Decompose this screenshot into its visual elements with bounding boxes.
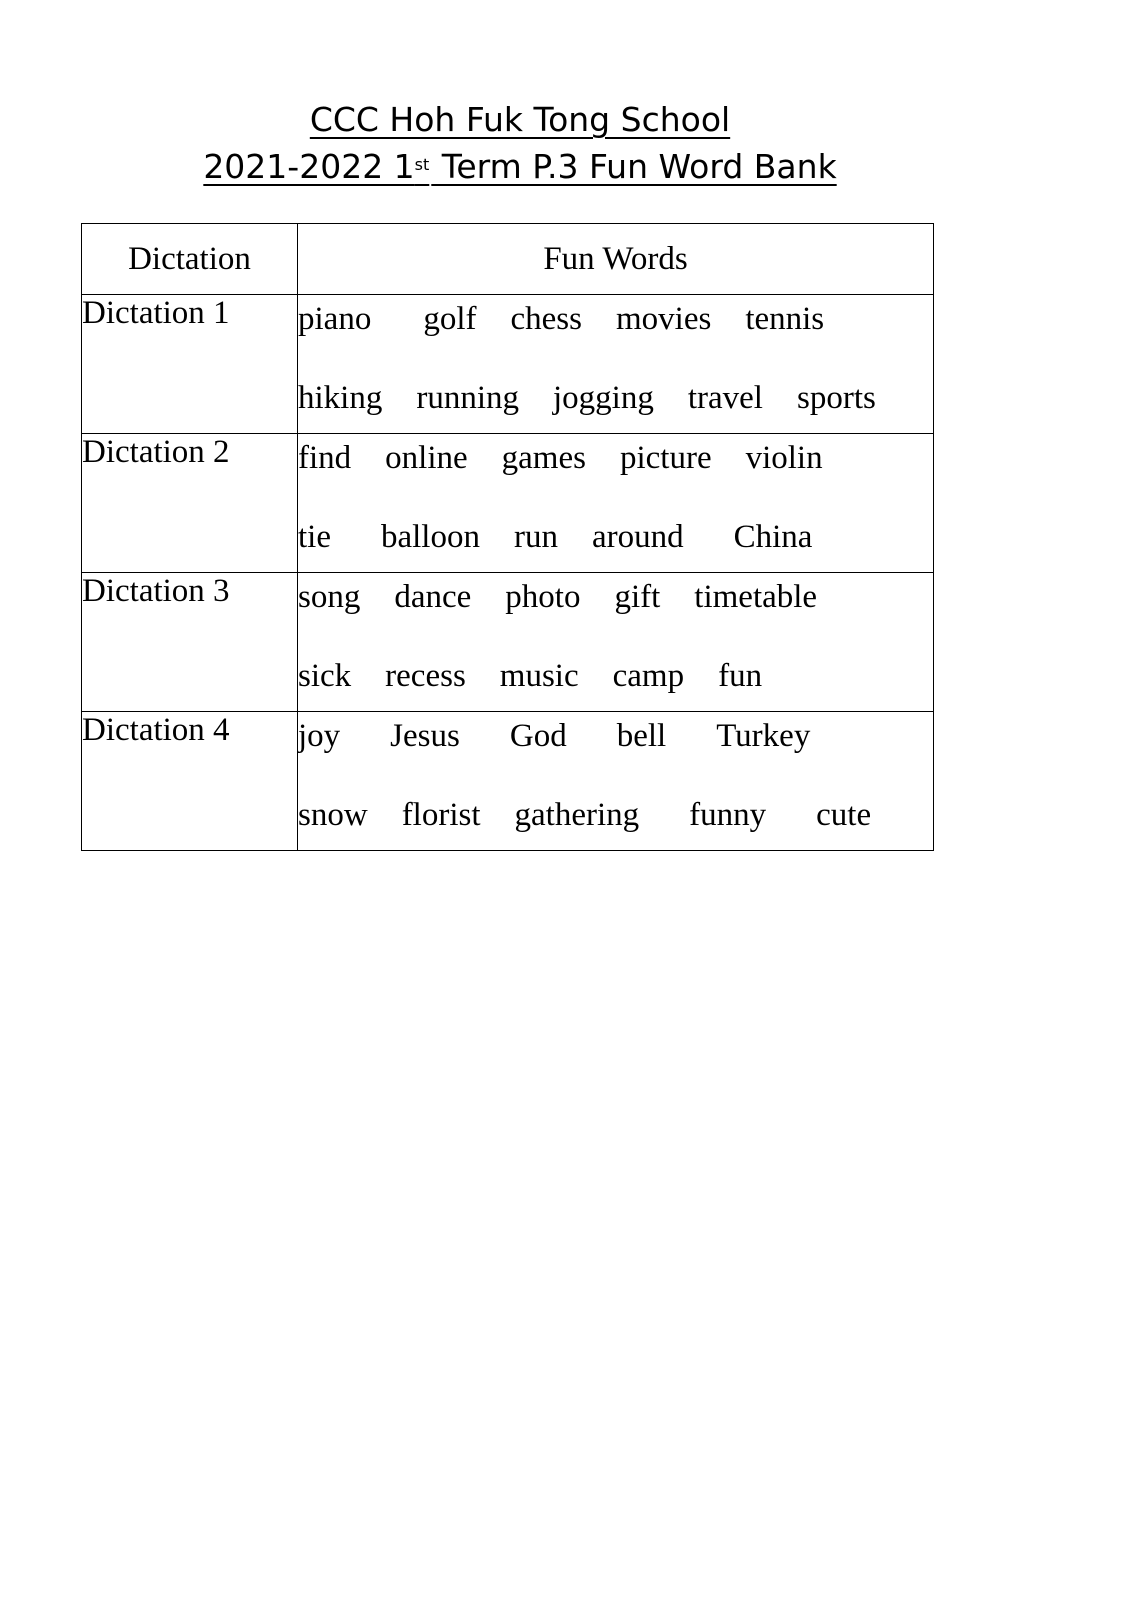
word: sports — [796, 380, 876, 416]
word: sick — [298, 658, 352, 694]
word-line — [298, 781, 933, 850]
word-line — [298, 503, 933, 572]
word: golf — [423, 301, 477, 337]
term-suffix: Term P.3 Fun Word Bank — [431, 147, 837, 186]
word: bell — [616, 718, 667, 754]
word: song — [298, 579, 361, 615]
table-row — [82, 712, 934, 851]
word: camp — [612, 658, 685, 694]
word: balloon — [380, 519, 480, 555]
word-line — [298, 642, 933, 711]
word-line — [298, 434, 933, 483]
word-line — [298, 295, 933, 344]
word: running — [416, 380, 520, 416]
word: around — [591, 519, 684, 555]
word: Turkey — [716, 718, 811, 754]
dictation-label: Dictation 1 — [82, 295, 298, 434]
table-row — [82, 573, 934, 712]
word: picture — [619, 440, 712, 476]
word: snow — [298, 797, 368, 833]
word: tie — [298, 519, 331, 555]
term-prefix: 2021-2022 1 — [203, 147, 415, 186]
word: jogging — [553, 380, 654, 416]
table-header-row — [82, 224, 934, 295]
word: dance — [394, 579, 472, 615]
word: run — [513, 519, 558, 555]
word: find — [298, 440, 352, 476]
words-cell — [298, 573, 934, 712]
word: tennis — [745, 301, 825, 337]
header-dictation: Dictation — [82, 224, 298, 295]
word: travel — [687, 380, 763, 416]
word: florist — [401, 797, 481, 833]
word-line — [298, 712, 933, 761]
term-superscript: st — [414, 155, 430, 174]
dictation-label: Dictation 4 — [82, 712, 298, 851]
document-title — [0, 96, 1040, 190]
table-row — [82, 434, 934, 573]
word: chess — [510, 301, 582, 337]
words-cell — [298, 434, 934, 573]
word: music — [499, 658, 579, 694]
word: movies — [615, 301, 712, 337]
word: recess — [385, 658, 466, 694]
word: Jesus — [390, 718, 460, 754]
word-bank-table — [81, 223, 934, 851]
word: fun — [718, 658, 763, 694]
words-cell — [298, 295, 934, 434]
word: games — [501, 440, 586, 476]
word: joy — [298, 718, 341, 754]
word: funny — [689, 797, 767, 833]
header-fun-words: Fun Words — [298, 224, 934, 295]
dictation-label: Dictation 2 — [82, 434, 298, 573]
word: photo — [505, 579, 581, 615]
word: violin — [745, 440, 823, 476]
word: gift — [614, 579, 661, 615]
word: hiking — [298, 380, 383, 416]
word: God — [509, 718, 567, 754]
dictation-label: Dictation 3 — [82, 573, 298, 712]
word: China — [733, 519, 813, 555]
school-name: CCC Hoh Fuk Tong School — [309, 100, 731, 139]
table-row — [82, 295, 934, 434]
term-title — [203, 143, 836, 190]
word: online — [385, 440, 468, 476]
word-line — [298, 364, 933, 433]
word: cute — [816, 797, 872, 833]
word: gathering — [514, 797, 640, 833]
words-cell — [298, 712, 934, 851]
word-line — [298, 573, 933, 622]
word: piano — [298, 301, 372, 337]
word: timetable — [694, 579, 818, 615]
